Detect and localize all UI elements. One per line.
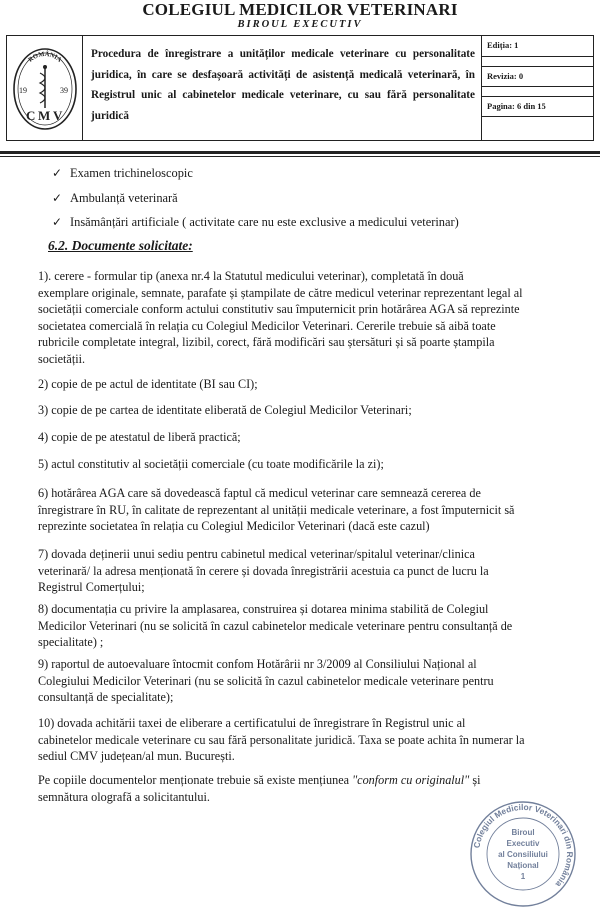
item-10 [38, 715, 566, 765]
edition-label: Ediția: 1 [482, 36, 594, 57]
item-4: 4) copie de pe atestatul de liberă practică; [38, 430, 241, 444]
item-2: 2) copie de pe actul de identitate (BI sau CI); [38, 377, 258, 391]
item-line: 6) hotărârea AGA care să dovedească faptul că medicul veterinar care semnează cererea de [38, 486, 481, 500]
item-line: înregistrare în RU, în calitate de reprezentant al unității medicale veterinare, a fost împuternicit să [38, 502, 515, 517]
logo-cell [7, 36, 83, 140]
item-line: consultanță de specialitate); [38, 690, 174, 705]
item-7 [38, 546, 566, 596]
college-title: COLEGIUL MEDICILOR VETERINARI [142, 0, 458, 19]
header-rule-thick [0, 151, 600, 154]
closing-line-2: semnătura olografă a solicitantului. [38, 789, 210, 804]
item-line: 8) documentația cu privire la amplasarea, construirea și dotarea minima stabilită de Colegiul [38, 602, 489, 616]
item-6 [38, 485, 566, 535]
item-line: rubricile completate integral, lizibil, corect, fără modificări sau ștersături și să poarte ștampila [38, 335, 495, 350]
item-line: 7) dovada deținerii unui sediu pentru cabinetul medical veterinar/spitalul veterinar/clinica [38, 547, 475, 561]
checkmark-icon: ✓ [52, 215, 63, 229]
stamp-number: 1 [520, 872, 526, 881]
page-label: Pagina: 6 din 15 [482, 96, 594, 117]
section-title: 6.2. Documente solicitate: [48, 238, 193, 253]
item-line: reprezinte societatea în relația cu Colegiul Medicilor Veterinari (dacă este cazul) [38, 519, 430, 534]
header-table [6, 35, 594, 141]
stamp-line: Biroul [511, 828, 535, 837]
closing-line-1 [38, 772, 566, 789]
closing-text-end: și [469, 773, 481, 787]
item-3: 3) copie de pe cartea de identitate eliberată de Colegiul Medicilor Veterinari; [38, 403, 412, 417]
logo-country: ROMÂNIA [27, 50, 63, 64]
item-line: Medicilor Veterinari (nu se solicită în cazul cabinetelor medicale veterinare pentru consultanță de [38, 618, 513, 633]
item-line: cabinetelor medicale veterinare cu sau fără personalitate juridică. Taxa se poate achita în numerar la [38, 732, 525, 747]
closing-quote: "conform cu originalul" [352, 773, 470, 787]
item-8 [38, 601, 566, 651]
header-rule-thin [0, 156, 600, 157]
stamp-ring-text: Colegiul Medicilor Veterinari din România [471, 801, 576, 890]
stamp-line: Național [507, 861, 539, 870]
meta-cell [481, 36, 593, 140]
logo-letter-c: C [26, 108, 36, 123]
item-line: 9) raportul de autoevaluare întocmit confom Hotărârii nr 3/2009 al Consiliului Național al [38, 657, 477, 671]
item-line: societății. [38, 351, 86, 366]
checkmark-icon: ✓ [52, 166, 63, 180]
logo-year-left: 19 [19, 86, 27, 95]
item-line: sediul CMV județean/al mun. București. [38, 749, 235, 764]
procedure-title: Procedura de înregistrare a unităților medicale veterinare cu personalitate juridica, în care se desfașoară activități de asistență medicală veterinară, în Registrul unic al cabinetelor medicale veterinare, cu sau fără personalitate juridică [91, 48, 475, 122]
checklist-item-label: Examen trichineloscopic [70, 166, 193, 180]
logo-year-right: 39 [60, 86, 68, 95]
item-line: 1). cerere - formular tip (anexa nr.4 la Statutul medicului veterinar), completată în două [38, 269, 464, 283]
checklist-item-label: Ambulanță veterinară [70, 191, 178, 205]
item-5: 5) actul constitutiv al societății comerciale (cu toate modificările la zi); [38, 457, 384, 471]
item-line: societății comerciale conform actului constitutiv sau împuternicit prin hotărârea AGA să reprezinte [38, 302, 520, 317]
revision-label: Revizia: 0 [482, 66, 594, 87]
item-line: specialitate) ; [38, 635, 104, 650]
closing-text: Pe copiile documentelor menționate trebuie să existe mențiunea [38, 773, 353, 787]
checklist-item-label: Insămânțări artificiale ( activitate care nu este exclusive a medicului veterinar) [70, 215, 459, 229]
logo-letter-v: V [53, 108, 63, 123]
item-line: exemplare originale, semnate, parafate și ștampilate de către medicul veterinar reprezentant legal al [38, 285, 523, 300]
official-stamp [464, 798, 582, 910]
item-1 [38, 268, 566, 368]
item-line: Registrul Comerțului; [38, 580, 145, 595]
bureau-subtitle: BIROUL EXECUTIV [237, 19, 363, 30]
item-9 [38, 656, 566, 706]
stamp-line: al Consiliului [498, 850, 548, 859]
cmv-logo [11, 46, 79, 132]
checkmark-icon: ✓ [52, 191, 63, 205]
item-line: Colegiului Medicilor Veterinari (nu se solicită în cazul cabinetelor medicale veterinare pentru [38, 673, 494, 688]
item-line: societatea comercială în relația cu Colegiul Medicilor Veterinari. Cererile trebuie să aibă toate [38, 318, 496, 333]
logo-letter-m: M [38, 108, 51, 123]
stamp-line: Executiv [506, 839, 540, 848]
item-line: 10) dovada achitării taxei de eliberare a certificatului de înregistrare în Registrul unic al [38, 716, 466, 730]
item-line: veterinară/ la adresa menționată în cerere și dovada înregistrării acestuia ca punct de lucru la [38, 563, 489, 578]
